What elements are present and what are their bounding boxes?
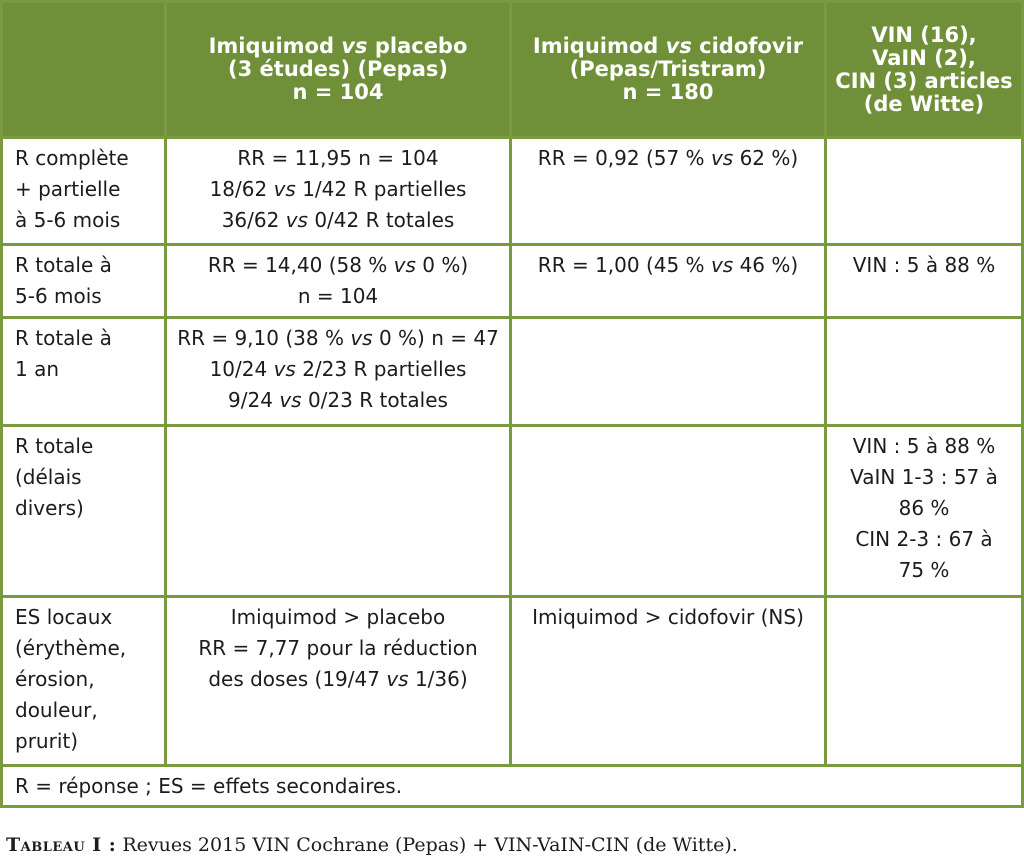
vs-italic: vs: [710, 253, 734, 277]
table-cell: [827, 319, 1021, 424]
vs-italic: vs: [285, 208, 308, 232]
caption-label: Tableau I :: [6, 834, 117, 856]
row-label-line: R totale à: [15, 326, 112, 350]
header-line: n = 104: [292, 80, 384, 104]
footer-note-text: R = réponse ; ES = effets secondaires.: [15, 774, 403, 798]
row-label-line: R totale: [15, 434, 94, 458]
cell-line: RR = 1,00 (45 % vs 46 %): [537, 253, 799, 277]
row-label: [3, 139, 164, 243]
vs-italic: vs: [341, 34, 368, 58]
table-cell: [167, 598, 509, 764]
cell-line: RR = 7,77 pour la réduction: [198, 636, 478, 660]
header-line: Imiquimod vs placebo: [208, 34, 468, 58]
row-label: [3, 427, 164, 595]
table-cell: [827, 598, 1021, 764]
vs-italic: vs: [273, 357, 296, 381]
row-label-line: ES locaux: [15, 605, 113, 629]
cell-line: des doses (19/47 vs 1/36): [208, 667, 468, 691]
cell-line: Imiquimod > placebo: [230, 605, 446, 629]
table-cell: [512, 598, 824, 764]
cell-line: 10/24 vs 2/23 R partielles: [209, 357, 467, 381]
header-imiquimod-vs-cidofovir: [512, 3, 824, 136]
table-cell: [167, 319, 509, 424]
cell-line: RR = 9,10 (38 % vs 0 %) n = 47: [177, 326, 499, 350]
cell-line: 86 %: [898, 496, 950, 520]
table-cell: [827, 139, 1021, 243]
cell-line: VaIN 1-3 : 57 à: [850, 465, 998, 489]
vs-italic: vs: [393, 253, 416, 277]
header-line: (de Witte): [863, 91, 985, 116]
row-label-line: (délais: [15, 465, 82, 489]
header-line: VIN (16),: [871, 22, 977, 47]
cell-line: CIN 2-3 : 67 à: [855, 527, 993, 551]
vs-italic: vs: [710, 146, 734, 170]
cell-line: 9/24 vs 0/23 R totales: [228, 388, 448, 412]
header-imiquimod-vs-placebo: [167, 3, 509, 136]
vs-italic: vs: [665, 34, 692, 58]
table-cell: [167, 427, 509, 595]
header-empty-cell: [3, 3, 164, 136]
row-label-line: 1 an: [15, 357, 60, 381]
table-caption: [6, 834, 738, 856]
header-line: Imiquimod vs cidofovir: [532, 34, 804, 58]
cell-line: VIN : 5 à 88 %: [852, 253, 996, 277]
cell-line: RR = 11,95 n = 104: [237, 146, 439, 170]
table-cell: [827, 246, 1021, 316]
cell-line: 36/62 vs 0/42 R totales: [221, 208, 455, 232]
cell-line: RR = 14,40 (58 % vs 0 %): [207, 253, 469, 277]
header-line: VaIN (2),: [872, 45, 976, 70]
row-label-line: divers): [15, 496, 84, 520]
table-cell: [512, 139, 824, 243]
footer-note: [3, 767, 1021, 805]
header-de-witte: [827, 3, 1021, 136]
caption-text: Revues 2015 VIN Cochrane (Pepas) + VIN-VaIN-CIN (de Witte).: [122, 834, 738, 856]
vs-italic: vs: [386, 667, 409, 691]
cell-line: RR = 0,92 (57 % vs 62 %): [537, 146, 799, 170]
row-label-line: + partielle: [15, 177, 121, 201]
row-label-line: 5-6 mois: [15, 284, 102, 308]
row-label-line: (érythème,: [15, 636, 127, 660]
row-label-line: R complète: [15, 146, 129, 170]
cell-line: 75 %: [898, 558, 950, 582]
cell-line: VIN : 5 à 88 %: [852, 434, 996, 458]
table-cell: [512, 319, 824, 424]
vs-italic: vs: [273, 177, 296, 201]
table-cell: [167, 139, 509, 243]
header-line: n = 180: [622, 80, 714, 104]
vs-italic: vs: [350, 326, 373, 350]
header-line: CIN (3) articles: [835, 68, 1013, 93]
cell-line: Imiquimod > cidofovir (NS): [532, 605, 804, 629]
row-label: [3, 319, 164, 424]
row-label-line: érosion,: [15, 667, 95, 691]
row-label-line: R totale à: [15, 253, 112, 277]
table-cell: [827, 427, 1021, 595]
header-line: (3 études) (Pepas): [228, 57, 448, 81]
row-label-line: douleur,: [15, 698, 98, 722]
header-line: (Pepas/Tristram): [569, 57, 767, 81]
cell-line: n = 104: [297, 284, 379, 308]
cell-line: 18/62 vs 1/42 R partielles: [209, 177, 467, 201]
table-cell: [167, 246, 509, 316]
row-label-line: prurit): [15, 729, 79, 753]
row-label: [3, 246, 164, 316]
row-label: [3, 598, 164, 764]
table-cell: [512, 427, 824, 595]
row-label-line: à 5-6 mois: [15, 208, 121, 232]
table-cell: [512, 246, 824, 316]
vs-italic: vs: [279, 388, 302, 412]
